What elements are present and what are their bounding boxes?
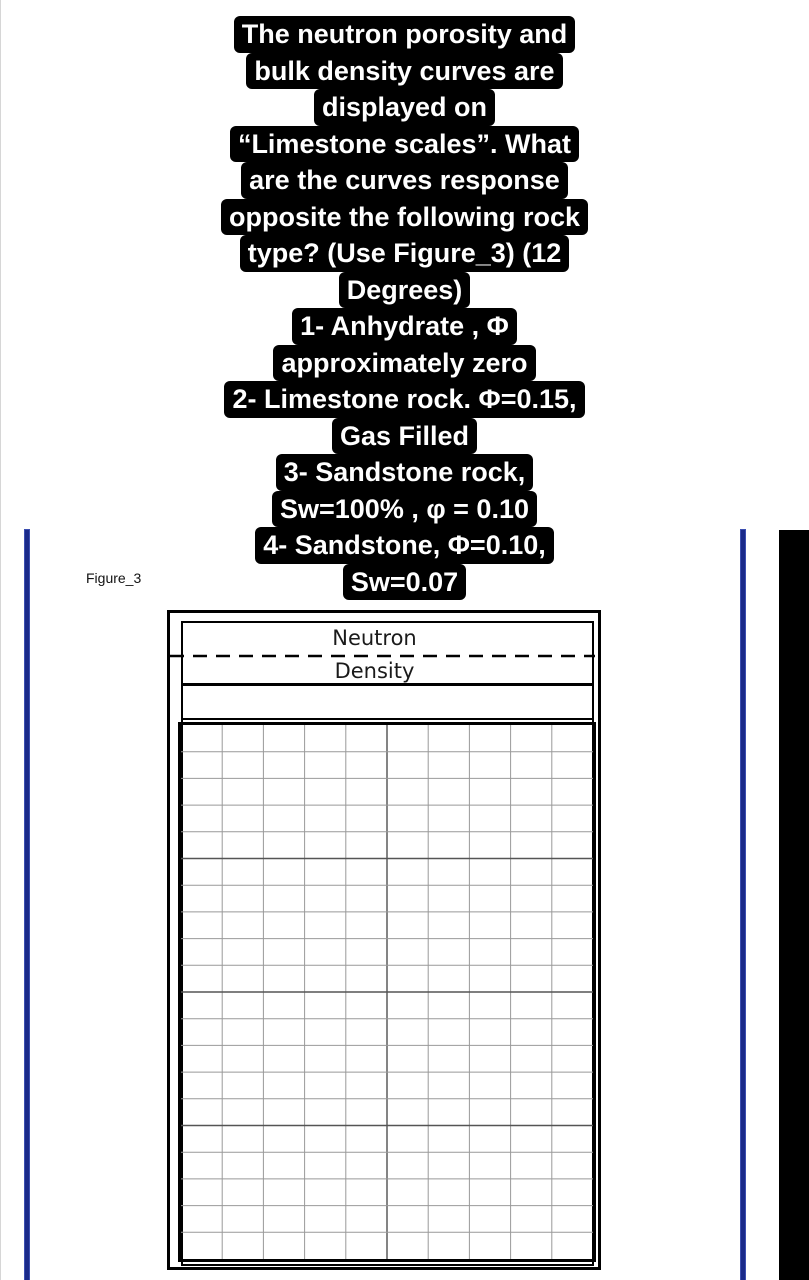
log-track-grid (178, 722, 596, 1262)
log-grid-lines (181, 725, 593, 1259)
figure-label: Figure_3 (86, 570, 142, 586)
caption-line: 4- Sandstone, Φ=0.10, (255, 527, 554, 564)
caption-line: Sw=100% , φ = 0.10 (272, 491, 537, 528)
caption-line: The neutron porosity and (234, 16, 576, 53)
scale-row (181, 684, 594, 720)
neutron-label: Neutron (332, 626, 417, 650)
density-label: Density (334, 659, 415, 683)
caption-line: Gas Filled (332, 418, 477, 455)
caption-line: 1- Anhydrate , Φ (292, 308, 517, 345)
caption-line: type? (Use Figure_3) (12 (240, 235, 570, 272)
caption-line: bulk density curves are (246, 53, 562, 90)
caption-line: opposite the following rock (221, 199, 588, 236)
caption-line: displayed on (314, 89, 495, 126)
caption-line: approximately zero (273, 345, 535, 382)
caption-line: are the curves response (241, 162, 568, 199)
caption-line: Sw=0.07 (343, 564, 466, 601)
caption-line: 3- Sandstone rock, (276, 454, 534, 491)
caption-line: “Limestone scales”. What (230, 126, 579, 163)
caption-line: 2- Limestone rock. Φ=0.15, (224, 381, 584, 418)
caption-line: Degrees) (339, 272, 471, 309)
